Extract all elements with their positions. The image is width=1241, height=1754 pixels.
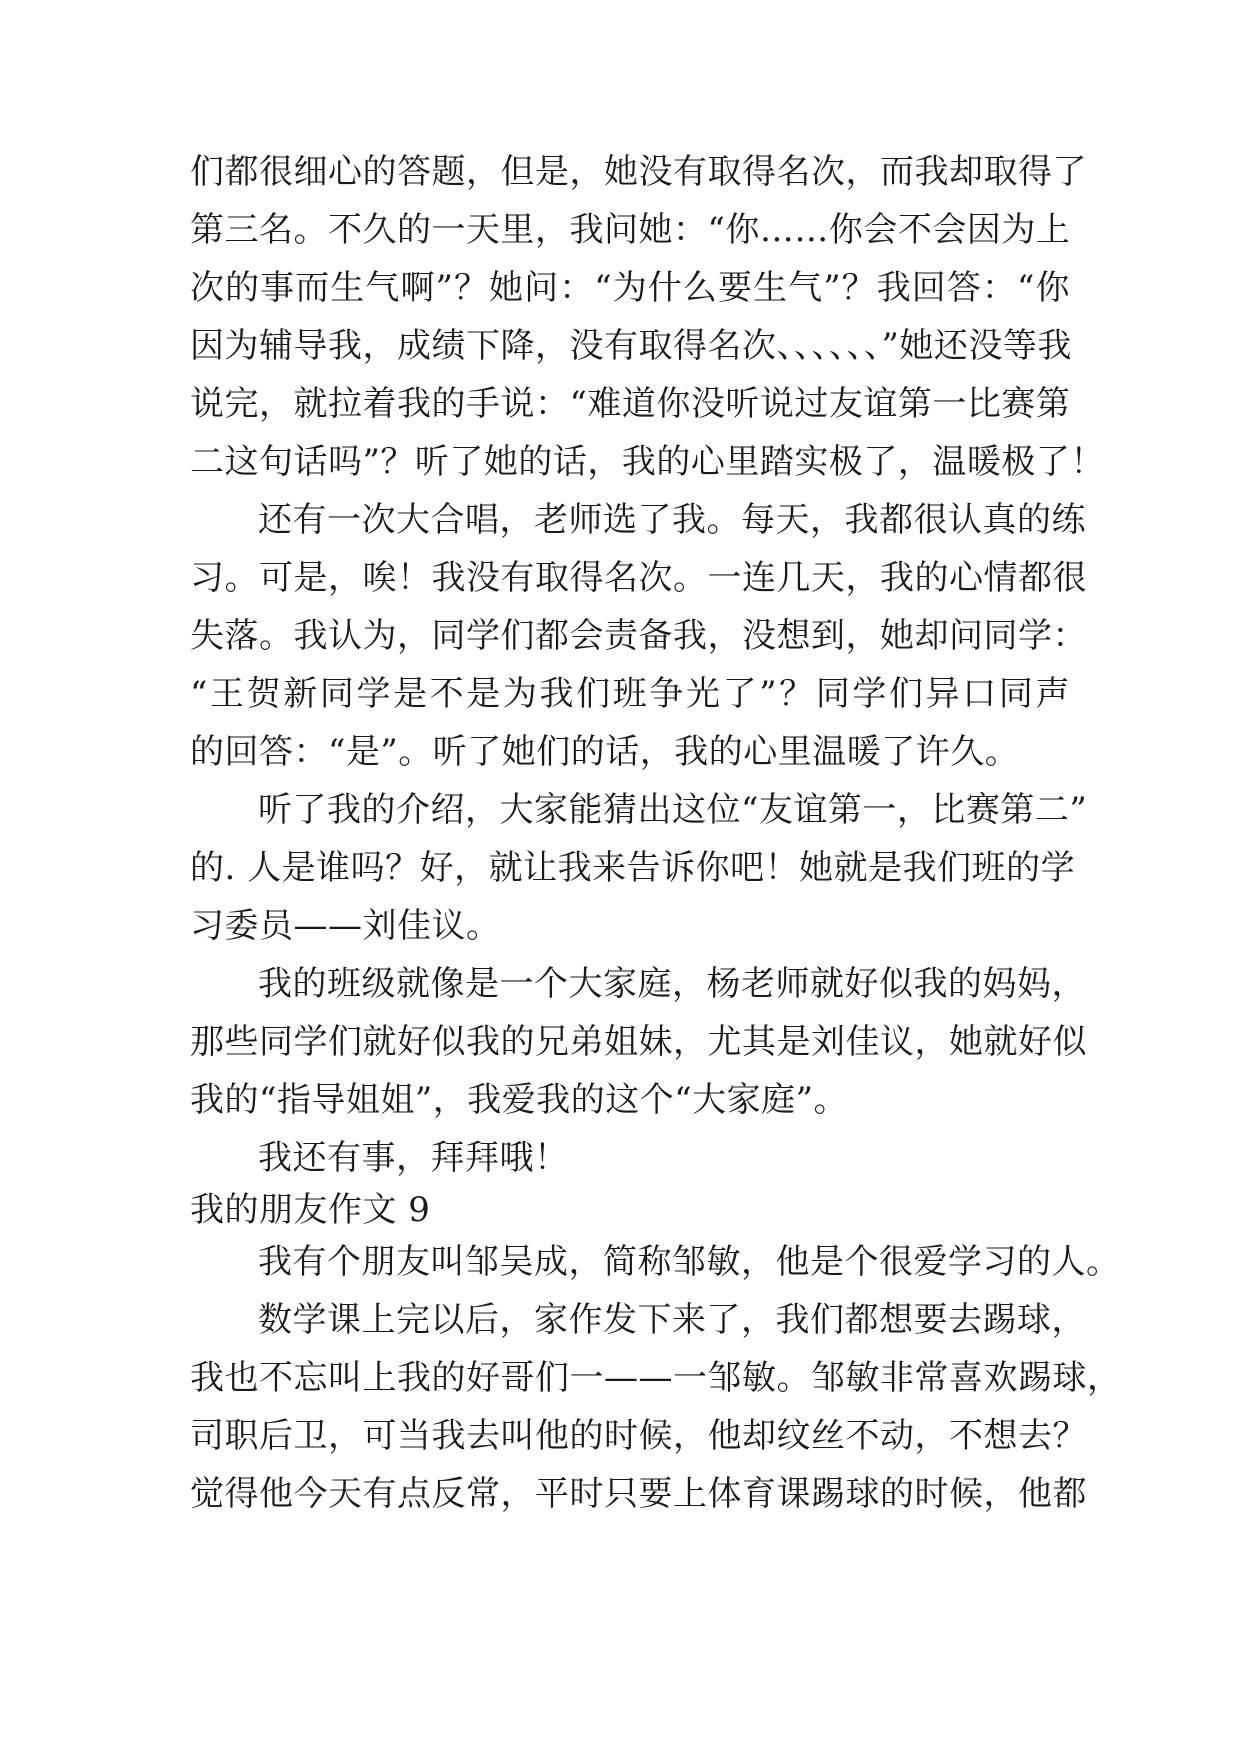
- text-line: 我有个朋友叫邹吴成，简称邹敏，他是个很爱学习的人。: [258, 1242, 1121, 1282]
- text-line: 觉得他今天有点反常，平时只要上体育课踢球的时候，他都: [190, 1474, 1087, 1514]
- text-line: 数学课上完以后，家作发下来了，我们都想要去踢球，: [258, 1300, 1086, 1340]
- text-line: 的回答：“是”。听了她们的话，我的心里温暖了许久。: [190, 732, 1020, 772]
- text-line: 我还有事，拜拜哦！: [258, 1138, 569, 1178]
- text-line: 我也不忘叫上我的好哥们一——一邹敏。邹敏非常喜欢踢球，: [190, 1358, 1122, 1398]
- text-line: “王贺新同学是不是为我们班争光了”？同学们异口同声: [190, 674, 1070, 714]
- section-heading: 我的朋友作文 9: [190, 1190, 431, 1230]
- text-line: 那些同学们就好似我的兄弟姐妹，尤其是刘佳议，她就好似: [190, 1022, 1087, 1062]
- text-line: 二这句话吗”？听了她的话，我的心里踏实极了，温暖极了！: [190, 442, 1105, 482]
- text-line: 习委员——刘佳议。: [190, 906, 501, 946]
- text-line: 们都很细心的答题，但是，她没有取得名次，而我却取得了: [190, 152, 1087, 192]
- text-line: 失落。我认为，同学们都会责备我，没想到，她却问同学：: [190, 616, 1087, 656]
- text-line: 还有一次大合唱，老师选了我。每天，我都很认真的练: [258, 500, 1086, 540]
- text-line: 司职后卫，可当我去叫他的时候，他却纹丝不动，不想去？: [190, 1416, 1087, 1456]
- text-line: 次的事而生气啊”？她问：“为什么要生气”？我回答：“你: [190, 268, 1070, 308]
- text-line: 因为辅导我，成绩下降，没有取得名次、、、、、、”她还没等我: [190, 326, 1072, 366]
- text-line: 第三名。不久的一天里，我问她：“你……你会不会因为上: [190, 210, 1071, 250]
- text-line: 的. 人是谁吗？好，就让我来告诉你吧！她就是我们班的学: [190, 848, 1076, 888]
- text-line: 说完，就拉着我的手说：“难道你没听说过友谊第一比赛第: [190, 384, 1071, 424]
- text-line: 我的“指导姐姐”，我爱我的这个“大家庭”。: [190, 1080, 849, 1120]
- text-line: 听了我的介绍，大家能猜出这位“友谊第一，比赛第二”: [258, 790, 1088, 830]
- text-line: 习。可是，唉！我没有取得名次。一连几天，我的心情都很: [190, 558, 1087, 598]
- text-line: 我的班级就像是一个大家庭，杨老师就好似我的妈妈，: [258, 964, 1086, 1004]
